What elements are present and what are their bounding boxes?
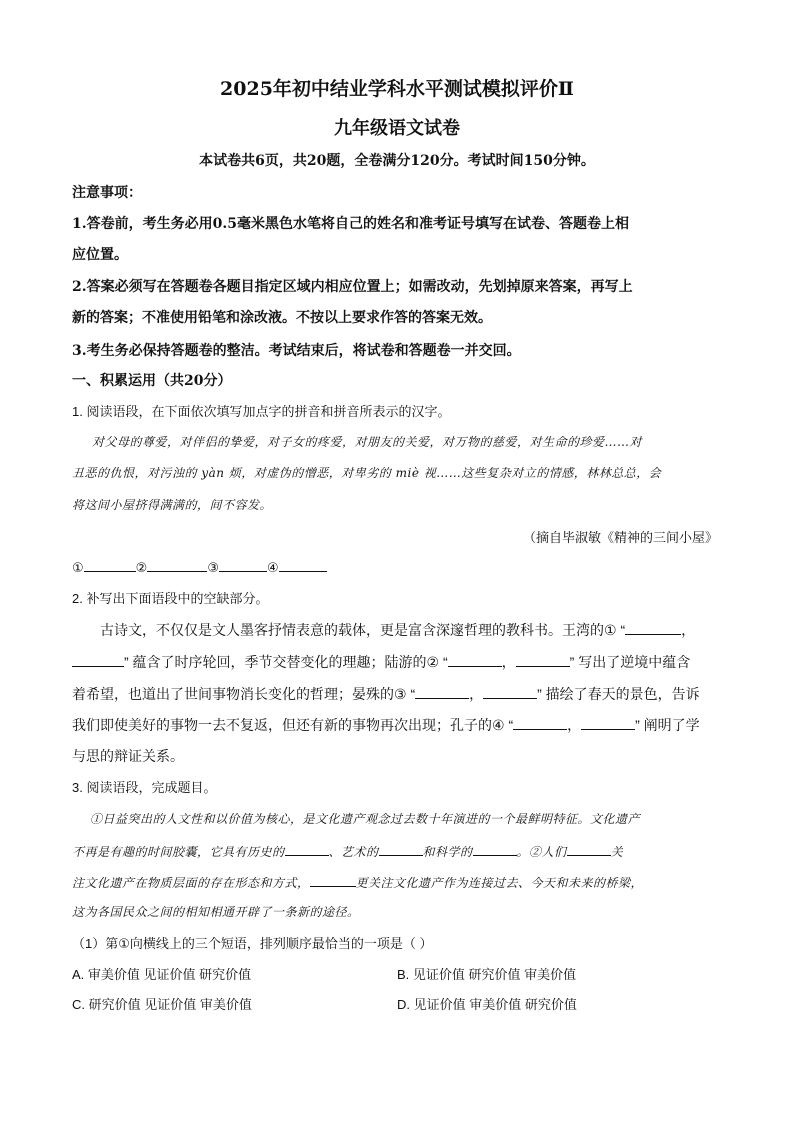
q2-comma: ， — [681, 622, 696, 638]
q2-blank-4a[interactable] — [513, 715, 567, 730]
q3-line-2-text: 不再是有趣的时间胶囊，它具有历史的 — [72, 845, 285, 859]
notice-item-2-line-2: 新的答案；不准使用铅笔和涂改液。不按以上要求作答的答案无效。 — [72, 310, 492, 326]
q2-line-3 — [72, 684, 700, 704]
q2-line-5: 与思的辩证关系。 — [72, 748, 184, 764]
q3-option-b[interactable]: B. 见证价值 研究价值 审美价值 — [397, 967, 577, 982]
notice-item-1-line-2: 应位置。 — [72, 247, 128, 263]
q2-blank-1b[interactable] — [72, 652, 124, 667]
q1-blank-3-label: ③ — [207, 560, 219, 575]
q2-blank-3b[interactable] — [483, 684, 537, 699]
q3-blank-3[interactable] — [473, 841, 517, 856]
q3-line-3-tail: 更关注文化遗产作为连接过去、今天和未来的桥梁， — [355, 876, 644, 890]
q1-passage-line-2: 丑恶的仇恨，对污浊的 yàn 烦，对虚伪的憎恶，对卑劣的 miè 视……这些复杂对立的情感，林林总总，会 — [72, 466, 662, 480]
q2-comma: ， — [567, 717, 582, 733]
q2-blank-1a[interactable] — [625, 620, 681, 635]
q3-blank-1[interactable] — [285, 841, 329, 856]
q1-blank-1-label: ① — [72, 560, 84, 575]
q1-blank-4-label: ④ — [266, 560, 279, 575]
notice-item-2-line-1: 2.答案必须写在答题卷各题目指定区域内相应位置上；如需改动，先划掉原来答案，再写上 — [72, 279, 633, 295]
q2-line-3-tail: ” 描绘了春天的景色，告诉 — [537, 686, 700, 702]
q3-passage-line-1: ①日益突出的人文性和以价值为核心，是文化遗产观念过去数十年演进的一个最鲜明特征。文化遗产 — [90, 812, 641, 826]
notice-item-1-line-1: 1.答卷前，考生务必用0.5毫米黑色水笔将自己的姓名和准考证号填写在试卷、答题卷上相 — [72, 216, 629, 232]
q2-line-2 — [72, 652, 690, 672]
q2-line-3-text: 着希望，也道出了世间事物消长变化的哲理；晏殊的③ “ — [72, 686, 416, 702]
q3-line-2-people: 。②人们 — [516, 845, 567, 859]
q3-blank-2[interactable] — [379, 841, 423, 856]
q2-blank-3a[interactable] — [415, 684, 469, 699]
q2-comma: ， — [469, 686, 484, 702]
q3-blank-5[interactable] — [310, 872, 356, 887]
q1-blank-2[interactable] — [147, 557, 207, 572]
q1-passage-line-1: 对父母的尊爱，对伴侣的挚爱，对子女的疼爱，对朋友的关爱，对万物的慈爱，对生命的珍爱……对 — [92, 435, 643, 449]
q1-passage-line-3: 将这间小屋挤得满满的，间不容发。 — [72, 498, 273, 512]
q3-sub1-prompt: （1）第①向横线上的三个短语，排列顺序最恰当的一项是（ ） — [72, 936, 433, 951]
q3-passage-line-2 — [72, 841, 623, 860]
q1-source: （摘自毕淑敏《精神的三间小屋》 — [522, 530, 718, 545]
section-1-heading: 一、积累运用（共20分） — [72, 373, 232, 389]
q2-comma: ， — [501, 654, 516, 670]
q3-line-3-text: 注文化遗产在物质层面的存在形态和方式， — [72, 876, 310, 890]
q2-blank-2a[interactable] — [448, 652, 502, 667]
notice-heading: 注意事项： — [72, 185, 142, 201]
q2-blank-2b[interactable] — [516, 652, 570, 667]
q1-answer-blanks — [72, 557, 327, 576]
q3-option-a[interactable]: A. 审美价值 见证价值 研究价值 — [72, 967, 252, 982]
q3-passage-line-4: 这为各国民众之间的相知相通开辟了一条新的途径。 — [72, 905, 360, 919]
q3-option-d[interactable]: D. 见证价值 审美价值 研究价值 — [397, 997, 577, 1012]
q1-blank-3[interactable] — [219, 557, 267, 572]
q3-passage-line-3 — [72, 872, 643, 891]
notice-item-3: 3.考生务必保持答题卷的整洁。考试结束后，将试卷和答题卷一并交回。 — [72, 343, 521, 359]
q2-prompt: 2. 补写出下面语段中的空缺部分。 — [72, 591, 269, 606]
q2-line-4-tail: ” 阐明了学 — [635, 717, 700, 733]
q3-line-2-tail: 关 — [610, 845, 624, 859]
q3-blank-4[interactable] — [567, 841, 611, 856]
q2-line-4-text: 我们即使美好的事物一去不复返，但还有新的事物再次出现；孔子的④ “ — [72, 717, 514, 733]
q1-blank-1[interactable] — [84, 557, 136, 572]
q3-line-2-science: 和科学的 — [422, 845, 473, 859]
q2-line-2-tail: ” 写出了逆境中蕴含 — [569, 654, 691, 670]
q3-option-c[interactable]: C. 研究价值 见证价值 审美价值 — [72, 997, 252, 1012]
q1-blank-4[interactable] — [279, 557, 327, 572]
q1-blank-2-label: ② — [135, 560, 148, 575]
q2-line-1 — [100, 620, 695, 640]
q2-line-1-text: 古诗文，不仅仅是文人墨客抒情表意的载体，更是富含深邃哲理的教科书。王湾的① “ — [100, 622, 626, 638]
q2-line-4 — [72, 715, 700, 735]
exam-subtitle: 九年级语文试卷 — [334, 118, 460, 139]
q1-prompt: 1. 阅读语段，在下面依次填写加点字的拼音和拼音所表示的汉字。 — [72, 404, 451, 419]
q2-line-2-text: ” 蕴含了时序轮回，季节交替变化的理趣；陆游的② “ — [124, 654, 448, 670]
q3-line-2-art: 、艺术的 — [328, 845, 379, 859]
exam-title: 2025年初中结业学科水平测试模拟评价Ⅱ — [220, 78, 574, 100]
q2-blank-4b[interactable] — [581, 715, 635, 730]
exam-info: 本试卷共6页，共20题，全卷满分120分。考试时间150分钟。 — [199, 153, 595, 169]
q3-prompt: 3. 阅读语段，完成题目。 — [72, 780, 217, 795]
